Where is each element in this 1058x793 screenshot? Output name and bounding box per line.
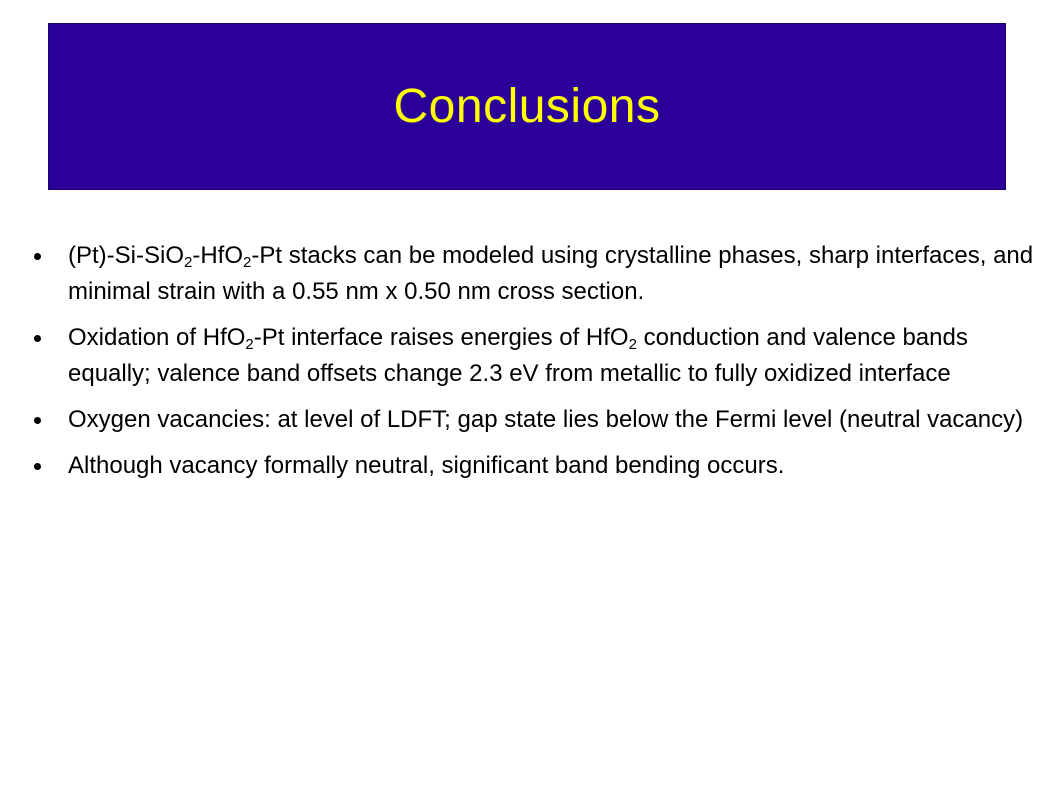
text-segment: (Pt)-Si-SiO bbox=[68, 242, 184, 269]
bullet-dot-icon bbox=[34, 463, 41, 470]
subscript: 2 bbox=[245, 336, 254, 353]
slide-title: Conclusions bbox=[393, 80, 661, 133]
subscript: 2 bbox=[243, 254, 252, 271]
list-item bbox=[28, 238, 1048, 310]
title-banner bbox=[48, 23, 1006, 190]
text-segment: -Pt interface raises energies of HfO bbox=[253, 324, 629, 351]
subscript: 2 bbox=[628, 336, 637, 353]
text-segment: -Pt stacks can be modeled using crystalline phases, sharp interfaces, and minimal strain with a 0.55 nm x 0.50 nm cross section. bbox=[68, 242, 1034, 305]
conclusion-list bbox=[28, 238, 1048, 494]
bullet-dot-icon bbox=[34, 417, 41, 424]
list-item bbox=[28, 320, 1048, 392]
list-item bbox=[28, 448, 1048, 484]
bullet-dot-icon bbox=[34, 335, 41, 342]
bullet-text bbox=[68, 242, 1033, 305]
text-segment: Oxygen vacancies: at level of LDFT; gap state lies below the Fermi level (neutral vacancy) bbox=[68, 406, 1024, 433]
text-segment: Oxidation of HfO bbox=[68, 324, 246, 351]
subscript: 2 bbox=[184, 254, 193, 271]
list-item bbox=[28, 402, 1048, 438]
text-segment: -HfO bbox=[192, 242, 244, 269]
bullet-text bbox=[68, 452, 784, 479]
bullet-text bbox=[68, 324, 968, 387]
bullet-dot-icon bbox=[34, 253, 41, 260]
text-segment: conduction and valence bands equally; valence band offsets change 2.3 eV from metallic to fully oxidized interface bbox=[68, 324, 968, 387]
bullet-text bbox=[68, 406, 1023, 433]
text-segment: Although vacancy formally neutral, significant band bending occurs. bbox=[68, 452, 785, 479]
